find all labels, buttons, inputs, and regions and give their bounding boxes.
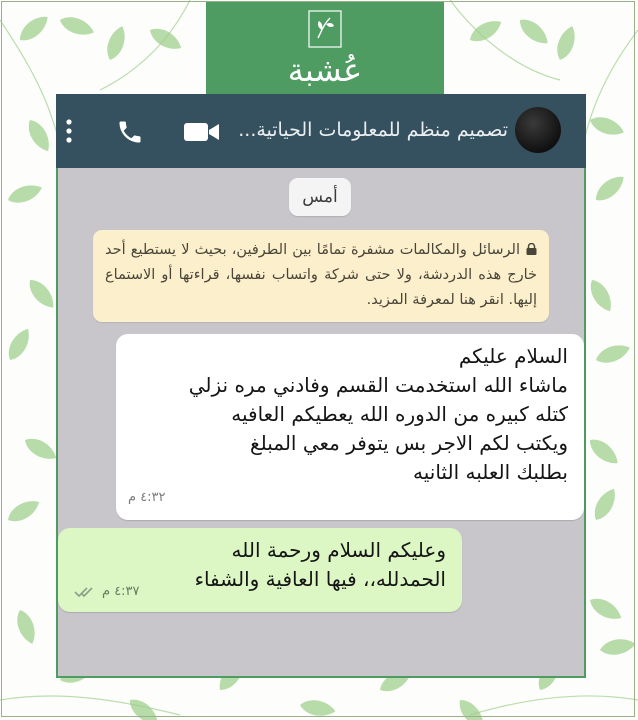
- message-line: الحمدلله،، فيها العافية والشفاء: [194, 567, 446, 591]
- video-call-icon[interactable]: [184, 120, 220, 144]
- lock-icon: [526, 243, 537, 255]
- message-timestamp: ٤:٣٢ م: [128, 490, 166, 505]
- date-chip: أمس: [289, 178, 351, 216]
- message-line: كتله كبيره من الدوره الله يعطيكم العافيه: [231, 402, 568, 426]
- more-vert-icon[interactable]: [62, 118, 76, 144]
- outgoing-message-bubble[interactable]: [58, 528, 462, 612]
- message-line: ويكتب لكم الاجر بس يتوفر معي المبلغ: [249, 431, 568, 455]
- message-line: السلام عليكم: [458, 344, 568, 368]
- message-timestamp: ٤:٣٧ م: [102, 584, 140, 599]
- message-line: ماشاء الله استخدمت القسم وفادني مره نزلي: [188, 373, 568, 397]
- encryption-notice[interactable]: [93, 230, 549, 322]
- message-line: بطلبك العلبه الثانيه: [413, 460, 568, 484]
- contact-name[interactable]: تصميم منظم للمعلومات الحياتية...: [238, 119, 508, 141]
- encryption-notice-text: الرسائل والمكالمات مشفرة تمامًا بين الطرفين، بحيث لا يستطيع أحد خارج هذه الدردشة، ولا حتى شركة واتساب نفسها، قراءتها أو الاستماع إليها. انقر هنا لمعرفة المزيد.: [105, 242, 537, 308]
- logo-wordmark: عُشبة: [287, 51, 363, 89]
- read-double-check-icon: [74, 586, 96, 598]
- phone-icon[interactable]: [116, 118, 144, 146]
- avatar[interactable]: [515, 107, 561, 153]
- logo-mark-icon: [308, 10, 342, 48]
- message-meta: [74, 584, 140, 599]
- message-line: وعليكم السلام ورحمة الله: [231, 538, 446, 562]
- incoming-message-bubble[interactable]: [116, 334, 584, 520]
